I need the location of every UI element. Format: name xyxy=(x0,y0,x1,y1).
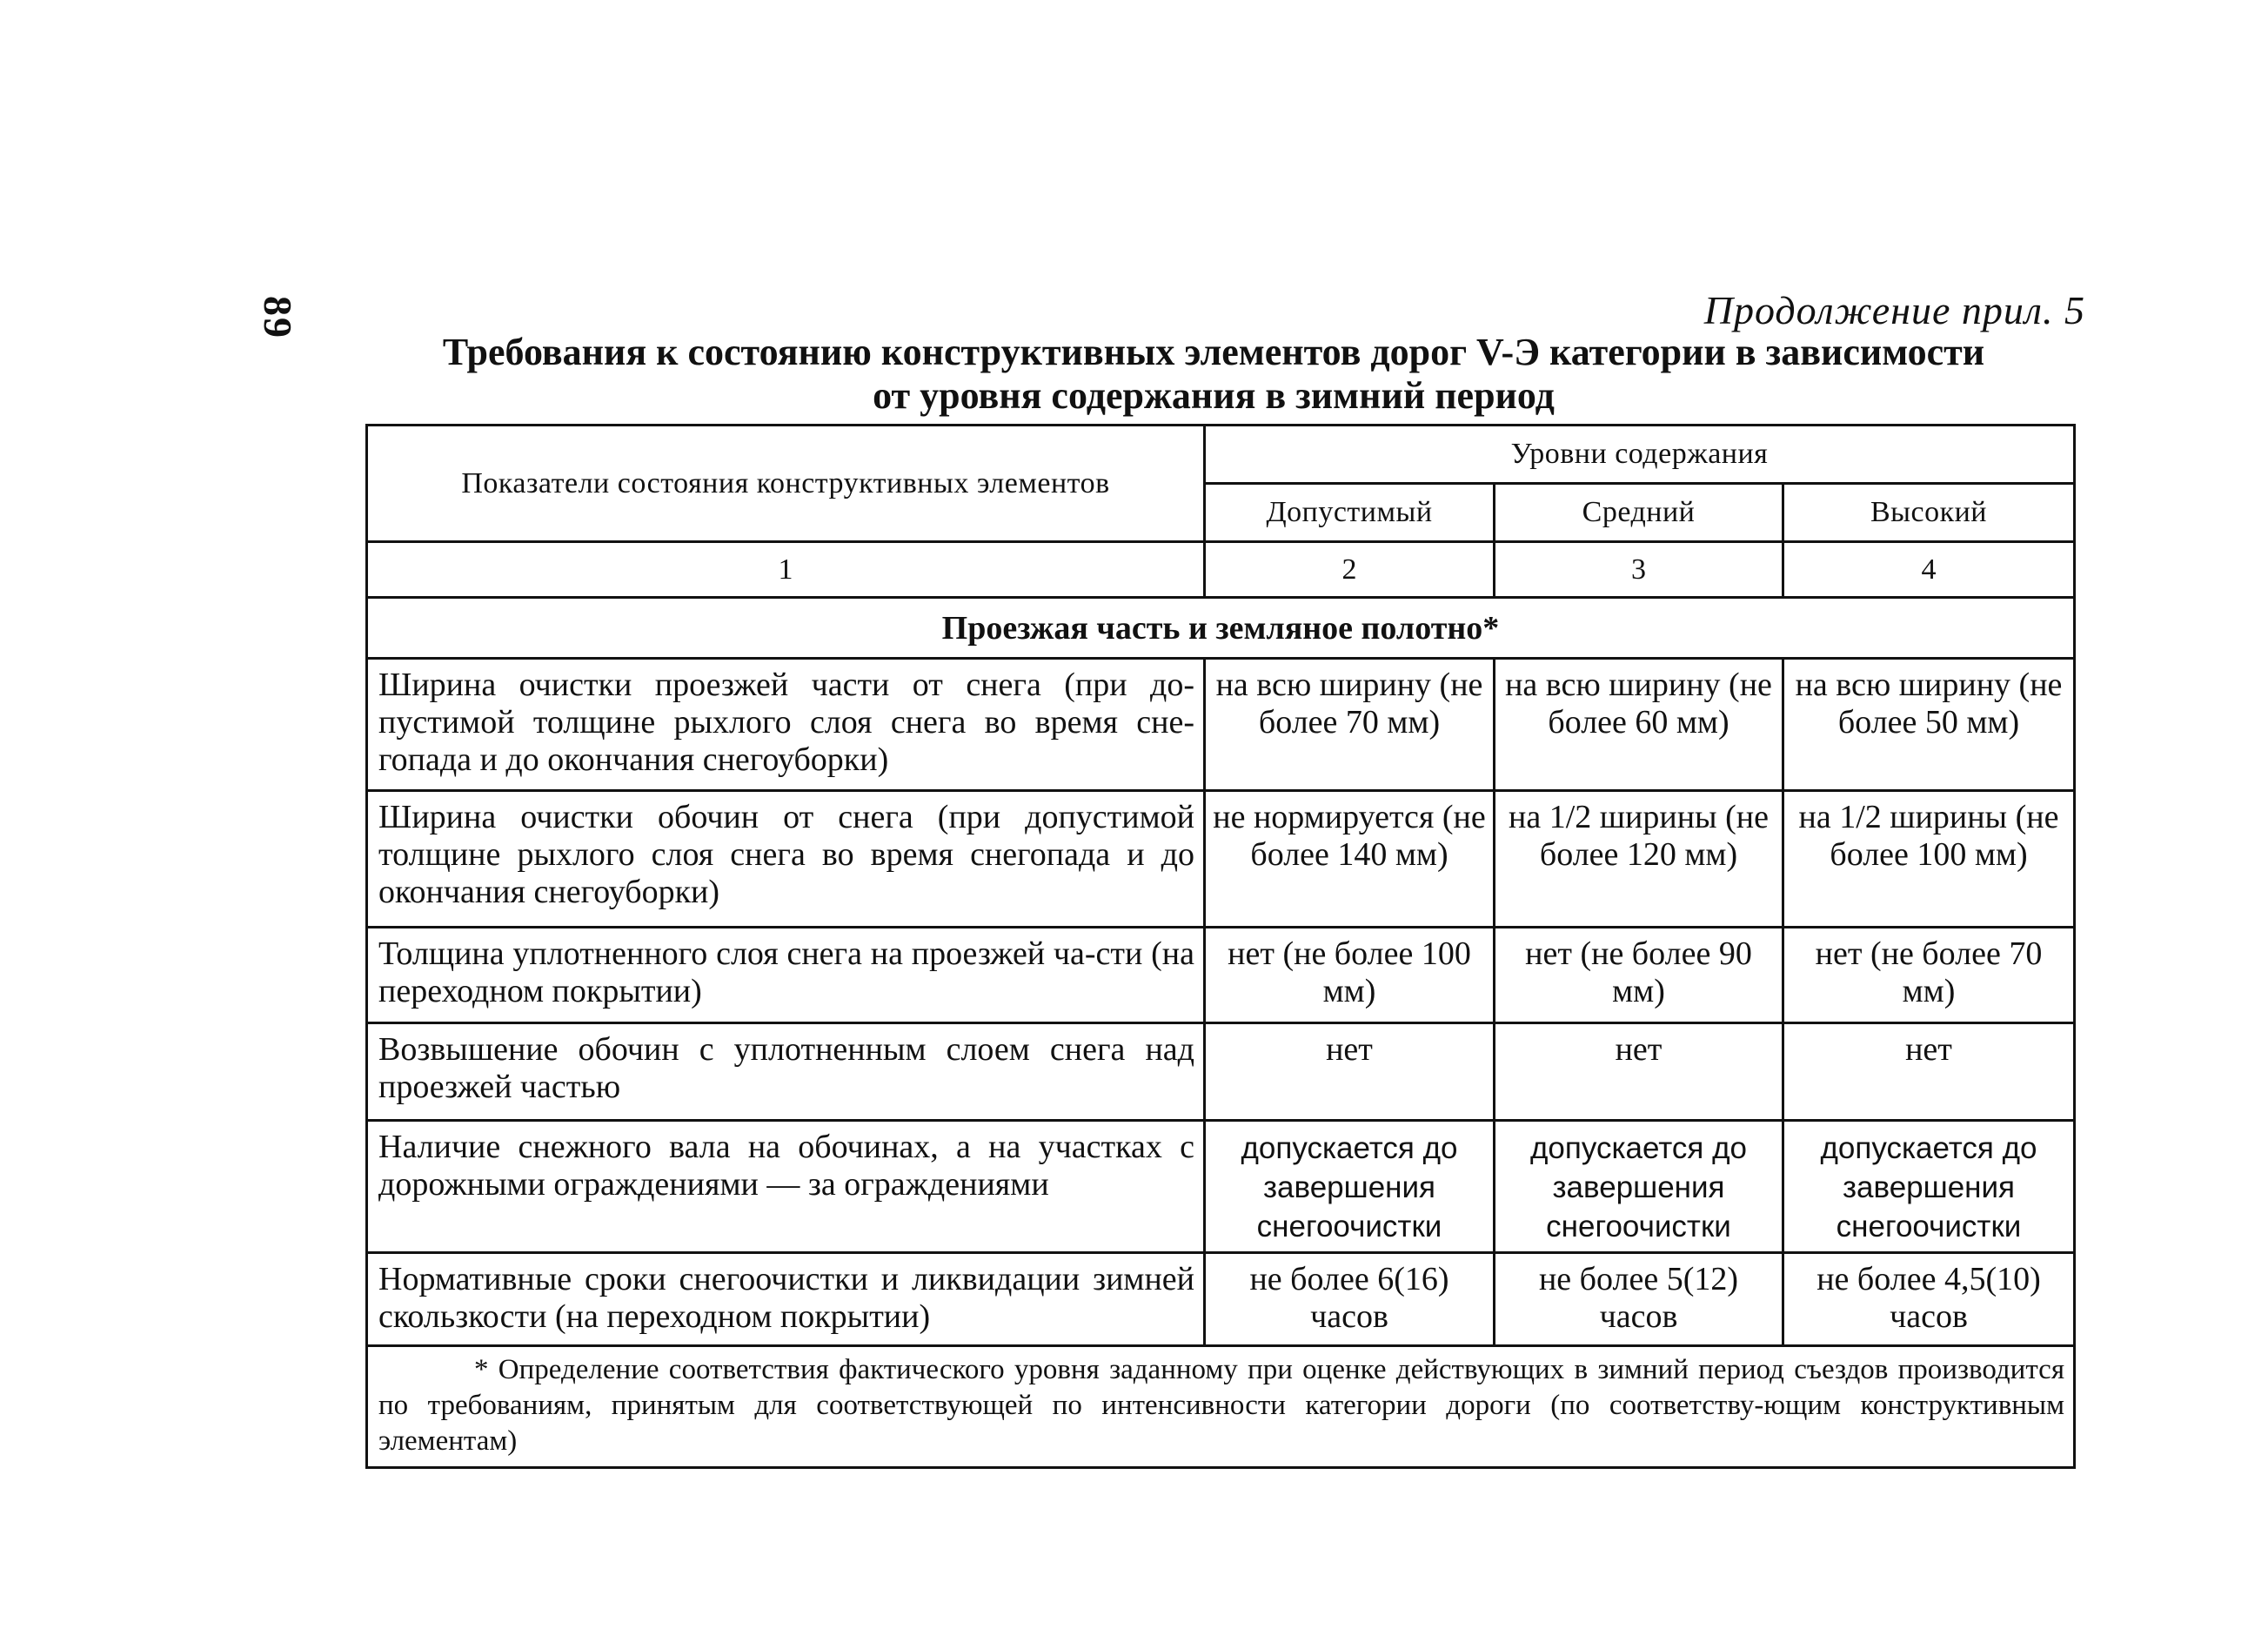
column-number: 3 xyxy=(1495,542,1783,598)
row-value-high: не более 4,5(10) часов xyxy=(1783,1253,2075,1346)
header-level-high: Высокий xyxy=(1783,484,2075,542)
table-row xyxy=(367,659,2075,791)
row-value-high: допускается до завершения снегоочистки xyxy=(1783,1121,2075,1253)
column-number-row xyxy=(367,542,2075,598)
row-value-high: нет (не более 70 мм) xyxy=(1783,928,2075,1023)
row-label: Ширина очистки обочин от снега (при допустимой толщине рыхлого слоя снега во время снегопада и до окончания снегоуборки) xyxy=(367,791,1205,928)
row-label: Ширина очистки проезжей части от снега (при до-пустимой толщине рыхлого слоя снега во время сне-гопада и до окончания снегоуборки) xyxy=(367,659,1205,791)
row-value-medium: не более 5(12) часов xyxy=(1495,1253,1783,1346)
row-value-acceptable: не нормируется (не более 140 мм) xyxy=(1205,791,1495,928)
row-value-medium: нет (не более 90 мм) xyxy=(1495,928,1783,1023)
column-number: 4 xyxy=(1783,542,2075,598)
row-value-acceptable: не более 6(16) часов xyxy=(1205,1253,1495,1346)
table-row xyxy=(367,1121,2075,1253)
table-title-line-1: Требования к состоянию конструктивных элементов дорог V-Э категории в зависимости xyxy=(442,331,1985,373)
column-number: 1 xyxy=(367,542,1205,598)
row-label: Толщина уплотненного слоя снега на проезжей ча-сти (на переходном покрытии) xyxy=(367,928,1205,1023)
row-value-acceptable: допускается до завершения снегоочистки xyxy=(1205,1121,1495,1253)
header-indicator: Показатели состояния конструктивных элементов xyxy=(367,426,1205,542)
row-value-medium: на 1/2 ширины (не более 120 мм) xyxy=(1495,791,1783,928)
section-title: Проезжая часть и земляное полотно* xyxy=(367,598,2075,659)
header-level-acceptable: Допустимый xyxy=(1205,484,1495,542)
table-title-line-2: от уровня содержания в зимний период xyxy=(873,374,1555,417)
table-row xyxy=(367,1253,2075,1346)
continuation-label: Продолжение прил. 5 xyxy=(1703,288,2085,332)
footnote-text: * Определение соответствия фактического уровня заданному при оценке действующих в зимний период съездов производится по требованиям, принятым для соответствующей по интенсивности категории дороги (по соответству-ющим конструктивным элементам) xyxy=(378,1354,2064,1457)
table-row xyxy=(367,1023,2075,1121)
header-levels: Уровни содержания xyxy=(1205,426,2075,484)
header-row xyxy=(367,426,2075,484)
row-value-medium: на всю ширину (не более 60 мм) xyxy=(1495,659,1783,791)
footnote xyxy=(367,1346,2075,1468)
row-value-medium: нет xyxy=(1495,1023,1783,1121)
row-value-acceptable: нет (не более 100 мм) xyxy=(1205,928,1495,1023)
row-value-high: нет xyxy=(1783,1023,2075,1121)
column-number: 2 xyxy=(1205,542,1495,598)
table-row xyxy=(367,791,2075,928)
table-row xyxy=(367,928,2075,1023)
footnote-row xyxy=(367,1346,2075,1468)
row-label: Нормативные сроки снегоочистки и ликвидации зимней скользкости (на переходном покрытии) xyxy=(367,1253,1205,1346)
section-row xyxy=(367,598,2075,659)
row-label: Наличие снежного вала на обочинах, а на участках с дорожными ограждениями — за ограждениями xyxy=(367,1121,1205,1253)
row-label: Возвышение обочин с уплотненным слоем снега над проезжей частью xyxy=(367,1023,1205,1121)
requirements-table xyxy=(365,424,2076,1469)
table-title xyxy=(361,331,2066,418)
row-value-acceptable: нет xyxy=(1205,1023,1495,1121)
row-value-medium: допускается до завершения снегоочистки xyxy=(1495,1121,1783,1253)
row-value-high: на 1/2 ширины (не более 100 мм) xyxy=(1783,791,2075,928)
row-value-acceptable: на всю ширину (не более 70 мм) xyxy=(1205,659,1495,791)
page-number: 89 xyxy=(256,296,300,339)
header-level-medium: Средний xyxy=(1495,484,1783,542)
row-value-high: на всю ширину (не более 50 мм) xyxy=(1783,659,2075,791)
